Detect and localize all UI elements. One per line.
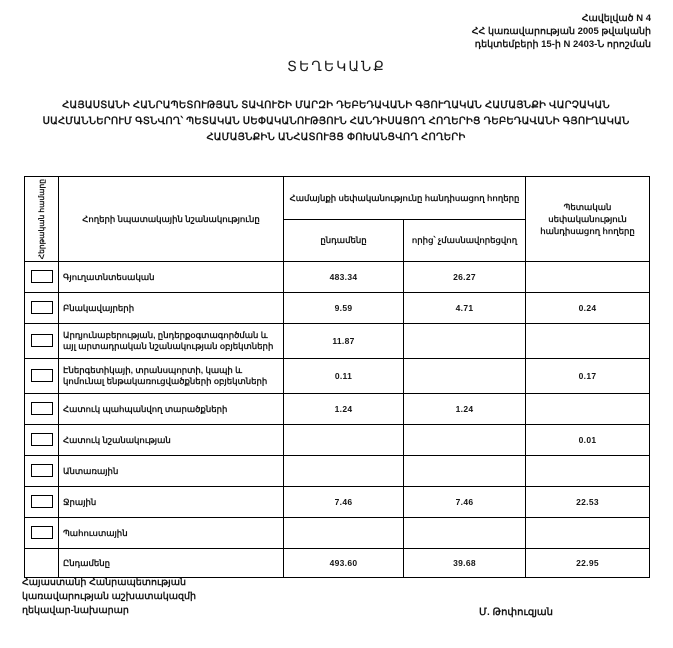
total-label: Ընդամենը (59, 549, 284, 578)
row-total (284, 518, 404, 549)
footer-line-2: կառավարության աշխատակազմի (22, 591, 197, 602)
row-name: Անտառային (59, 456, 284, 487)
signature-name: Մ. Թոփուզյան (479, 607, 553, 618)
row-state (526, 518, 650, 549)
column-header-name: Հողերի նպատակային նշանակությունը (59, 177, 284, 262)
column-header-mark (25, 177, 59, 262)
table-row (25, 487, 650, 518)
row-name: Գյուղատնտեսական (59, 262, 284, 293)
header-line-2: ՀՀ կառավարության 2005 թվականի (471, 26, 651, 37)
row-state (526, 394, 650, 425)
row-checkbox-cell[interactable] (25, 324, 59, 359)
row-total: 483.34 (284, 262, 404, 293)
table-body (25, 262, 650, 578)
checkbox-icon[interactable] (31, 433, 53, 446)
row-total: 1.24 (284, 394, 404, 425)
row-sub: 7.46 (404, 487, 526, 518)
row-state: 22.53 (526, 487, 650, 518)
row-name: Պահուստային (59, 518, 284, 549)
row-name: Հատուկ պահպանվող տարածքների (59, 394, 284, 425)
table-row (25, 425, 650, 456)
footer-block (22, 576, 196, 618)
column-header-group: Համայնքի սեփականությունը հանդիսացող հողերը (284, 177, 526, 220)
row-total: 7.46 (284, 487, 404, 518)
row-name: Հատուկ նշանակության (59, 425, 284, 456)
table-row (25, 324, 650, 359)
checkbox-icon[interactable] (31, 495, 53, 508)
land-allocation-table (24, 176, 650, 578)
document-subtitle: ՀԱՅԱՍՏԱՆԻ ՀԱՆՐԱՊԵՏՈՒԹՅԱՆ ՏԱՎՈՒՇԻ ՄԱՐԶԻ ԴԵԲԵԴԱՎԱՆԻ ԳՅՈՒՂԱԿԱՆ ՀԱՄԱՅՆՔԻ ՎԱՐՉԱԿԱՆ ՍԱՀՄԱՆՆԵՐՈՒՄ ԳՏՆՎՈՂ՝ ՊԵՏԱԿԱՆ ՍԵՓԱԿԱՆՈՒԹՅՈՒՆ ՀԱՆԴԻՍԱՑՈՂ ՀՈՂԵՐԻՑ ԴԵԲԵԴԱՎԱՆԻ ԳՅՈՒՂԱԿԱՆ ՀԱՄԱՅՆՔԻՆ ԱՆՀԱՏՈՒՅՑ ՓՈԽԱՆՑՎՈՂ ՀՈՂԵՐԻ (42, 100, 630, 143)
checkbox-icon[interactable] (31, 334, 53, 347)
row-checkbox-cell[interactable] (25, 425, 59, 456)
checkbox-icon[interactable] (31, 526, 53, 539)
row-sub (404, 518, 526, 549)
row-sub (404, 359, 526, 394)
header-line-3: դեկտեմբերի 15-ի N 2403-Ն որոշման (474, 39, 651, 50)
row-checkbox-cell[interactable] (25, 456, 59, 487)
row-state: 0.24 (526, 293, 650, 324)
row-checkbox-cell[interactable] (25, 394, 59, 425)
checkbox-icon[interactable] (31, 402, 53, 415)
checkbox-icon[interactable] (31, 369, 53, 382)
row-state: 0.01 (526, 425, 650, 456)
table-row (25, 518, 650, 549)
row-name: Արդյունաբերության, ընդերքօգտագործման և այլ արտադրական նշանակության օբյեկտների (59, 324, 284, 359)
row-total: 11.87 (284, 324, 404, 359)
row-name: Էներգետիկայի, տրանսպորտի, կապի և կոմունալ ենթակառուցվածքների օբյեկտների (59, 359, 284, 394)
column-header-total: ընդամենը (284, 219, 404, 262)
row-sub (404, 425, 526, 456)
row-name: Ջրային (59, 487, 284, 518)
column-header-state: Պետական սեփականություն հանդիսացող հողերը (526, 177, 650, 262)
column-header-sub: որից՝ չմասնավորեցվող (404, 219, 526, 262)
row-total: 0.11 (284, 359, 404, 394)
footer-line-1: Հայաստանի Հանրապետության (22, 577, 186, 588)
document-header (472, 12, 651, 51)
row-name: Բնակավայրերի (59, 293, 284, 324)
row-checkbox-cell[interactable] (25, 518, 59, 549)
row-checkbox-cell[interactable] (25, 293, 59, 324)
checkbox-icon[interactable] (31, 270, 53, 283)
column-header-mark-label: Հերթական համարը (37, 179, 46, 260)
row-sub (404, 324, 526, 359)
row-sub: 26.27 (404, 262, 526, 293)
row-total (284, 456, 404, 487)
checkbox-icon[interactable] (31, 301, 53, 314)
row-state (526, 262, 650, 293)
row-state (526, 456, 650, 487)
row-sub: 4.71 (404, 293, 526, 324)
table-header-row (25, 177, 650, 220)
total-mark-cell (25, 549, 59, 578)
row-sub (404, 456, 526, 487)
row-checkbox-cell[interactable] (25, 359, 59, 394)
header-line-1: Հավելված N 4 (581, 13, 651, 24)
table-row (25, 293, 650, 324)
row-total: 9.59 (284, 293, 404, 324)
table-row (25, 262, 650, 293)
table-row (25, 359, 650, 394)
row-checkbox-cell[interactable] (25, 262, 59, 293)
total-total: 493.60 (284, 549, 404, 578)
row-state: 0.17 (526, 359, 650, 394)
table-row (25, 456, 650, 487)
row-sub: 1.24 (404, 394, 526, 425)
row-total (284, 425, 404, 456)
table-total-row (25, 549, 650, 578)
footer-line-3: ղեկավար-նախարար (22, 605, 129, 616)
row-checkbox-cell[interactable] (25, 487, 59, 518)
checkbox-icon[interactable] (31, 464, 53, 477)
page-title: ՏԵՂԵԿԱՆՔ (287, 58, 386, 74)
total-sub: 39.68 (404, 549, 526, 578)
table-row (25, 394, 650, 425)
row-state (526, 324, 650, 359)
total-state: 22.95 (526, 549, 650, 578)
